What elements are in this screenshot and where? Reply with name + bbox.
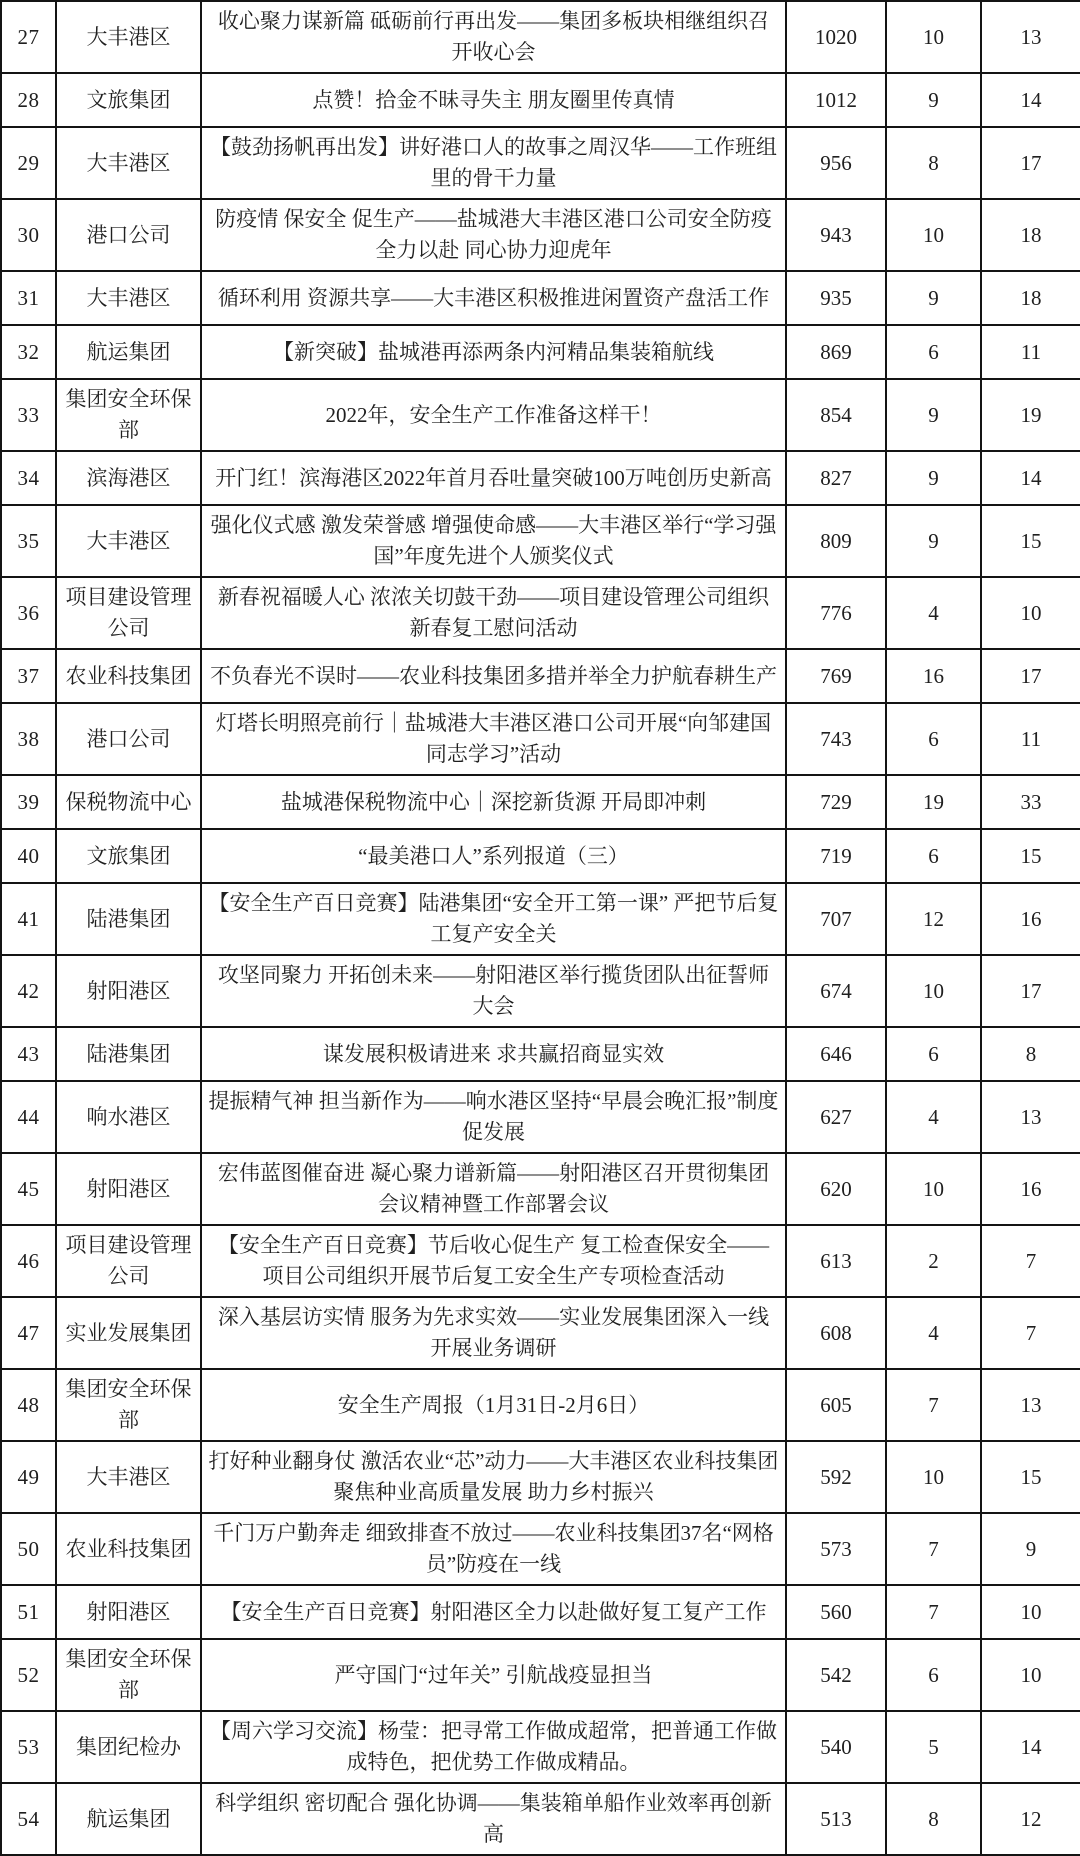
metric1-cell: 540 (786, 1711, 886, 1783)
metric2-cell: 7 (886, 1369, 981, 1441)
org-cell: 文旅集团 (56, 829, 201, 883)
table-body (1, 1, 1080, 1855)
rank-cell: 46 (1, 1225, 56, 1297)
table-row (1, 1369, 1080, 1441)
table-row (1, 1711, 1080, 1783)
org-cell: 文旅集团 (56, 73, 201, 127)
table-row (1, 127, 1080, 199)
rank-cell: 39 (1, 775, 56, 829)
title-cell: 严守国门“过年关” 引航战疫显担当 (201, 1639, 786, 1711)
table-row (1, 775, 1080, 829)
table-row (1, 955, 1080, 1027)
metric1-cell: 513 (786, 1783, 886, 1855)
metric3-cell: 16 (981, 883, 1080, 955)
metric3-cell: 7 (981, 1297, 1080, 1369)
metric1-cell: 542 (786, 1639, 886, 1711)
metric1-cell: 956 (786, 127, 886, 199)
metric3-cell: 11 (981, 703, 1080, 775)
table-row (1, 73, 1080, 127)
metric1-cell: 605 (786, 1369, 886, 1441)
metric1-cell: 869 (786, 325, 886, 379)
metric3-cell: 18 (981, 199, 1080, 271)
metric3-cell: 17 (981, 649, 1080, 703)
rank-cell: 41 (1, 883, 56, 955)
table-row (1, 1027, 1080, 1081)
title-cell: 开门红！滨海港区2022年首月吞吐量突破100万吨创历史新高 (201, 451, 786, 505)
title-cell: 打好种业翻身仗 激活农业“芯”动力——大丰港区农业科技集团聚焦种业高质量发展 助力乡村振兴 (201, 1441, 786, 1513)
metric3-cell: 14 (981, 1711, 1080, 1783)
org-cell: 滨海港区 (56, 451, 201, 505)
org-cell: 射阳港区 (56, 1153, 201, 1225)
title-cell: 科学组织 密切配合 强化协调——集装箱单船作业效率再创新高 (201, 1783, 786, 1855)
rank-cell: 32 (1, 325, 56, 379)
metric1-cell: 646 (786, 1027, 886, 1081)
table-row (1, 199, 1080, 271)
metric1-cell: 592 (786, 1441, 886, 1513)
metric1-cell: 560 (786, 1585, 886, 1639)
org-cell: 大丰港区 (56, 271, 201, 325)
rank-cell: 43 (1, 1027, 56, 1081)
metric3-cell: 13 (981, 1369, 1080, 1441)
metric2-cell: 19 (886, 775, 981, 829)
rank-cell: 51 (1, 1585, 56, 1639)
metric3-cell: 16 (981, 1153, 1080, 1225)
metric2-cell: 16 (886, 649, 981, 703)
rank-cell: 49 (1, 1441, 56, 1513)
table-row (1, 1783, 1080, 1855)
org-cell: 陆港集团 (56, 883, 201, 955)
rank-cell: 27 (1, 1, 56, 73)
title-cell: 【安全生产百日竞赛】陆港集团“安全开工第一课” 严把节后复工复产安全关 (201, 883, 786, 955)
org-cell: 农业科技集团 (56, 1513, 201, 1585)
rank-cell: 31 (1, 271, 56, 325)
title-cell: 千门万户勤奔走 细致排查不放过——农业科技集团37名“网格员”防疫在一线 (201, 1513, 786, 1585)
title-cell: 点赞！拾金不昧寻失主 朋友圈里传真情 (201, 73, 786, 127)
metric3-cell: 19 (981, 379, 1080, 451)
table-row (1, 1081, 1080, 1153)
org-cell: 射阳港区 (56, 955, 201, 1027)
metric3-cell: 33 (981, 775, 1080, 829)
metric2-cell: 6 (886, 1639, 981, 1711)
metric2-cell: 10 (886, 955, 981, 1027)
title-cell: 【安全生产百日竞赛】节后收心促生产 复工检查保安全——项目公司组织开展节后复工安全生产专项检查活动 (201, 1225, 786, 1297)
title-cell: 不负春光不误时——农业科技集团多措并举全力护航春耕生产 (201, 649, 786, 703)
metric1-cell: 613 (786, 1225, 886, 1297)
rank-cell: 50 (1, 1513, 56, 1585)
rank-cell: 33 (1, 379, 56, 451)
metric2-cell: 10 (886, 1, 981, 73)
org-cell: 大丰港区 (56, 127, 201, 199)
rank-cell: 54 (1, 1783, 56, 1855)
org-cell: 大丰港区 (56, 1, 201, 73)
metric2-cell: 9 (886, 73, 981, 127)
title-cell: 安全生产周报（1月31日-2月6日） (201, 1369, 786, 1441)
metric1-cell: 809 (786, 505, 886, 577)
metric3-cell: 10 (981, 577, 1080, 649)
org-cell: 实业发展集团 (56, 1297, 201, 1369)
rank-cell: 45 (1, 1153, 56, 1225)
metric2-cell: 4 (886, 1081, 981, 1153)
rank-cell: 29 (1, 127, 56, 199)
metric3-cell: 10 (981, 1639, 1080, 1711)
title-cell: 谋发展积极请进来 求共赢招商显实效 (201, 1027, 786, 1081)
rank-cell: 53 (1, 1711, 56, 1783)
metric1-cell: 707 (786, 883, 886, 955)
org-cell: 港口公司 (56, 703, 201, 775)
table-row (1, 505, 1080, 577)
title-cell: 新春祝福暖人心 浓浓关切鼓干劲——项目建设管理公司组织新春复工慰问活动 (201, 577, 786, 649)
metric2-cell: 9 (886, 379, 981, 451)
metric3-cell: 7 (981, 1225, 1080, 1297)
metric2-cell: 9 (886, 451, 981, 505)
table-row (1, 1297, 1080, 1369)
metric3-cell: 18 (981, 271, 1080, 325)
metric3-cell: 15 (981, 1441, 1080, 1513)
metric1-cell: 719 (786, 829, 886, 883)
table-row (1, 577, 1080, 649)
table-row (1, 1585, 1080, 1639)
title-cell: 2022年，安全生产工作准备这样干！ (201, 379, 786, 451)
org-cell: 集团纪检办 (56, 1711, 201, 1783)
metric1-cell: 935 (786, 271, 886, 325)
org-cell: 响水港区 (56, 1081, 201, 1153)
title-cell: 深入基层访实情 服务为先求实效——实业发展集团深入一线开展业务调研 (201, 1297, 786, 1369)
rank-cell: 38 (1, 703, 56, 775)
table-row (1, 1441, 1080, 1513)
metric2-cell: 6 (886, 829, 981, 883)
metric3-cell: 11 (981, 325, 1080, 379)
metric2-cell: 9 (886, 271, 981, 325)
metric1-cell: 729 (786, 775, 886, 829)
table-row (1, 271, 1080, 325)
rank-cell: 30 (1, 199, 56, 271)
metric2-cell: 9 (886, 505, 981, 577)
metric1-cell: 608 (786, 1297, 886, 1369)
title-cell: 【鼓劲扬帆再出发】讲好港口人的故事之周汉华——工作班组里的骨干力量 (201, 127, 786, 199)
metric2-cell: 6 (886, 325, 981, 379)
title-cell: 攻坚同聚力 开拓创未来——射阳港区举行揽货团队出征誓师大会 (201, 955, 786, 1027)
title-cell: 【新突破】盐城港再添两条内河精品集装箱航线 (201, 325, 786, 379)
metric2-cell: 4 (886, 577, 981, 649)
metric2-cell: 6 (886, 703, 981, 775)
metric1-cell: 674 (786, 955, 886, 1027)
metric3-cell: 13 (981, 1081, 1080, 1153)
org-cell: 陆港集团 (56, 1027, 201, 1081)
rank-cell: 52 (1, 1639, 56, 1711)
rank-cell: 42 (1, 955, 56, 1027)
metric3-cell: 17 (981, 127, 1080, 199)
org-cell: 集团安全环保部 (56, 1639, 201, 1711)
metric2-cell: 12 (886, 883, 981, 955)
rank-cell: 47 (1, 1297, 56, 1369)
metric1-cell: 743 (786, 703, 886, 775)
metric1-cell: 776 (786, 577, 886, 649)
table-row (1, 325, 1080, 379)
org-cell: 航运集团 (56, 325, 201, 379)
table-row (1, 1, 1080, 73)
metric3-cell: 8 (981, 1027, 1080, 1081)
title-cell: 提振精气神 担当新作为——响水港区坚持“早晨会晚汇报”制度促发展 (201, 1081, 786, 1153)
metric1-cell: 627 (786, 1081, 886, 1153)
metric1-cell: 827 (786, 451, 886, 505)
metric2-cell: 7 (886, 1513, 981, 1585)
metric3-cell: 15 (981, 829, 1080, 883)
table-row (1, 1513, 1080, 1585)
metric2-cell: 4 (886, 1297, 981, 1369)
org-cell: 集团安全环保部 (56, 1369, 201, 1441)
table-row (1, 829, 1080, 883)
rank-cell: 34 (1, 451, 56, 505)
table-row (1, 649, 1080, 703)
table-row (1, 883, 1080, 955)
title-cell: 收心聚力谋新篇 砥砺前行再出发——集团多板块相继组织召开收心会 (201, 1, 786, 73)
metric3-cell: 15 (981, 505, 1080, 577)
table-row (1, 703, 1080, 775)
org-cell: 农业科技集团 (56, 649, 201, 703)
metric3-cell: 9 (981, 1513, 1080, 1585)
org-cell: 集团安全环保部 (56, 379, 201, 451)
table-row (1, 451, 1080, 505)
table-row (1, 1225, 1080, 1297)
rank-cell: 48 (1, 1369, 56, 1441)
table-row (1, 1153, 1080, 1225)
metric2-cell: 10 (886, 199, 981, 271)
table-row (1, 379, 1080, 451)
metric1-cell: 854 (786, 379, 886, 451)
metric2-cell: 7 (886, 1585, 981, 1639)
title-cell: 循环利用 资源共享——大丰港区积极推进闲置资产盘活工作 (201, 271, 786, 325)
metric1-cell: 620 (786, 1153, 886, 1225)
rank-cell: 36 (1, 577, 56, 649)
metric3-cell: 17 (981, 955, 1080, 1027)
metric3-cell: 14 (981, 451, 1080, 505)
table-row (1, 1639, 1080, 1711)
metric1-cell: 1012 (786, 73, 886, 127)
metric2-cell: 5 (886, 1711, 981, 1783)
title-cell: “最美港口人”系列报道（三） (201, 829, 786, 883)
org-cell: 港口公司 (56, 199, 201, 271)
metric2-cell: 8 (886, 1783, 981, 1855)
rank-cell: 35 (1, 505, 56, 577)
metric3-cell: 12 (981, 1783, 1080, 1855)
org-cell: 航运集团 (56, 1783, 201, 1855)
rank-cell: 37 (1, 649, 56, 703)
org-cell: 大丰港区 (56, 1441, 201, 1513)
title-cell: 【周六学习交流】杨莹：把寻常工作做成超常，把普通工作做成特色，把优势工作做成精品。 (201, 1711, 786, 1783)
metric1-cell: 943 (786, 199, 886, 271)
org-cell: 保税物流中心 (56, 775, 201, 829)
title-cell: 【安全生产百日竞赛】射阳港区全力以赴做好复工复产工作 (201, 1585, 786, 1639)
org-cell: 项目建设管理公司 (56, 1225, 201, 1297)
title-cell: 盐城港保税物流中心｜深挖新货源 开局即冲刺 (201, 775, 786, 829)
metric3-cell: 14 (981, 73, 1080, 127)
metric1-cell: 573 (786, 1513, 886, 1585)
metric2-cell: 2 (886, 1225, 981, 1297)
title-cell: 防疫情 保安全 促生产——盐城港大丰港区港口公司安全防疫全力以赴 同心协力迎虎年 (201, 199, 786, 271)
org-cell: 大丰港区 (56, 505, 201, 577)
org-cell: 射阳港区 (56, 1585, 201, 1639)
title-cell: 灯塔长明照亮前行｜盐城港大丰港区港口公司开展“向邹建国同志学习”活动 (201, 703, 786, 775)
metric2-cell: 10 (886, 1441, 981, 1513)
org-cell: 项目建设管理公司 (56, 577, 201, 649)
metric3-cell: 10 (981, 1585, 1080, 1639)
metric1-cell: 1020 (786, 1, 886, 73)
metric3-cell: 13 (981, 1, 1080, 73)
rank-cell: 44 (1, 1081, 56, 1153)
rank-cell: 28 (1, 73, 56, 127)
metric2-cell: 10 (886, 1153, 981, 1225)
metric1-cell: 769 (786, 649, 886, 703)
title-cell: 宏伟蓝图催奋进 凝心聚力谱新篇——射阳港区召开贯彻集团会议精神暨工作部署会议 (201, 1153, 786, 1225)
metric2-cell: 6 (886, 1027, 981, 1081)
rank-cell: 40 (1, 829, 56, 883)
metric2-cell: 8 (886, 127, 981, 199)
title-cell: 强化仪式感 激发荣誉感 增强使命感——大丰港区举行“学习强国”年度先进个人颁奖仪式 (201, 505, 786, 577)
